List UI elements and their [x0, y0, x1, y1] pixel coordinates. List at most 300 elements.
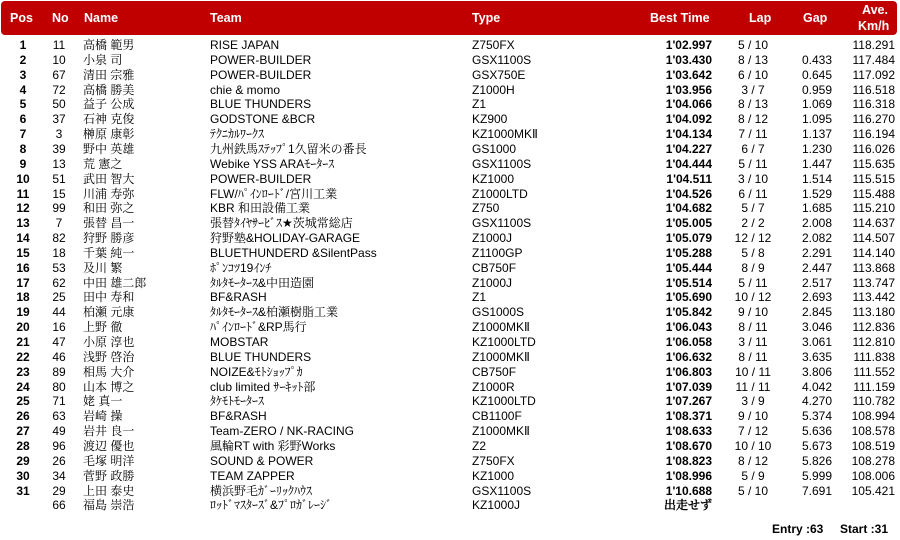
- ave-speed-cell: 111.838: [853, 349, 895, 364]
- gap-cell: 1.447: [801, 156, 832, 171]
- type-cell: Z750FX: [472, 453, 515, 468]
- type-cell: GSX1100S: [472, 216, 532, 231]
- name-cell: 渡辺 優也: [83, 438, 135, 453]
- best-time-cell: 1'05.079: [665, 231, 712, 246]
- pos-cell: 9: [19, 156, 27, 171]
- pos-cell: 4: [19, 82, 27, 97]
- table-row: [0, 38, 900, 53]
- gap-cell: 2.008: [801, 216, 832, 231]
- pos-cell: 15: [16, 245, 30, 260]
- ave-speed-cell: 111.552: [853, 364, 895, 379]
- table-row: [0, 127, 900, 142]
- type-cell: Z1000H: [472, 82, 515, 97]
- best-time-cell: 1'07.039: [665, 379, 712, 394]
- ave-speed-cell: 108.578: [851, 424, 895, 439]
- table-row: [0, 290, 900, 305]
- best-time-cell: 1'08.371: [665, 409, 712, 424]
- gap-cell: 3.806: [801, 364, 832, 379]
- number-cell: 46: [52, 349, 66, 364]
- best-time-cell: 1'06.058: [665, 335, 712, 349]
- ave-speed-cell: 108.519: [851, 438, 895, 453]
- gap-cell: 5.673: [801, 438, 832, 453]
- type-cell: Z1100GP: [472, 245, 523, 260]
- lap-cell: 9 / 10: [737, 409, 769, 424]
- best-time-cell: 1'05.288: [665, 245, 712, 260]
- pos-cell: 30: [16, 468, 30, 483]
- number-cell: 63: [52, 409, 66, 424]
- gap-cell: 1.685: [801, 201, 832, 216]
- gap-cell: 4.042: [801, 379, 832, 394]
- best-time-cell: 1'06.043: [665, 320, 712, 335]
- team-cell: ﾀﾙﾀﾓｰﾀｰｽ&中田造園: [210, 275, 315, 290]
- lap-cell: 8 / 13: [737, 52, 769, 67]
- name-cell: 石神 克俊: [83, 112, 135, 127]
- number-cell: 99: [52, 201, 66, 216]
- best-time-cell: 1'04.511: [666, 171, 712, 186]
- ave-speed-cell: 115.488: [852, 186, 895, 201]
- best-time-cell: 1'04.526: [665, 186, 712, 201]
- table-row: [0, 231, 900, 246]
- ave-speed-cell: 114.507: [852, 231, 895, 246]
- name-cell: 田中 寿和: [83, 290, 135, 305]
- number-cell: 18: [52, 245, 66, 260]
- lap-cell: 8 / 9: [741, 260, 765, 275]
- lap-cell: 12 / 12: [734, 231, 772, 246]
- team-cell: BLUETHUNDERD &SilentPass: [210, 245, 377, 260]
- best-time-cell: 1'05.005: [665, 216, 712, 231]
- pos-cell: 29: [16, 453, 30, 468]
- name-cell: 小原 淳也: [83, 335, 135, 349]
- lap-cell: 8 / 13: [737, 97, 769, 112]
- header-ave-unit: Km/h: [858, 19, 890, 33]
- name-cell: 山本 博之: [83, 379, 135, 394]
- name-cell: 上田 泰史: [83, 483, 135, 498]
- table-row: [0, 68, 900, 83]
- best-time-cell: 1'06.803: [665, 364, 712, 379]
- table-row: [0, 112, 900, 127]
- team-cell: BF&RASH: [210, 290, 267, 305]
- gap-cell: 0.959: [801, 82, 832, 97]
- lap-cell: 8 / 12: [737, 453, 769, 468]
- pos-cell: 16: [16, 260, 30, 275]
- number-cell: 15: [52, 186, 66, 201]
- ave-speed-cell: 116.194: [852, 127, 895, 142]
- gap-cell: 2.693: [801, 290, 832, 305]
- lap-cell: 8 / 12: [737, 112, 769, 127]
- gap-cell: 1.529: [801, 186, 832, 201]
- type-cell: GSX1100S: [472, 52, 532, 67]
- ave-speed-cell: 116.026: [852, 141, 895, 156]
- number-cell: 11: [52, 38, 66, 52]
- ave-speed-cell: 113.442: [852, 290, 895, 305]
- name-cell: 榊原 康彰: [83, 127, 135, 142]
- gap-cell: 5.999: [801, 468, 832, 483]
- name-cell: 毛塚 明洋: [83, 453, 135, 468]
- best-time-cell: 1'03.430: [665, 52, 712, 67]
- gap-cell: 4.270: [801, 394, 832, 409]
- gap-cell: 2.517: [801, 275, 832, 290]
- lap-cell: 5 / 10: [737, 483, 769, 498]
- gap-cell: 1.230: [801, 141, 832, 156]
- pos-cell: 20: [16, 320, 30, 335]
- gap-cell: 1.095: [801, 112, 832, 127]
- lap-cell: 5 / 10: [737, 38, 769, 52]
- name-cell: 千葉 純一: [83, 245, 135, 260]
- number-cell: 71: [52, 394, 66, 409]
- name-cell: 及川 繁: [83, 260, 123, 275]
- ave-speed-cell: 108.278: [851, 453, 895, 468]
- gap-cell: 3.635: [801, 349, 832, 364]
- gap-cell: 2.845: [801, 305, 832, 320]
- type-cell: Z1000LTD: [472, 186, 528, 201]
- pos-cell: 22: [16, 349, 30, 364]
- ave-speed-cell: 113.180: [852, 305, 895, 320]
- team-cell: 横浜野毛ｶﾞｰﾘｯｸﾊｳｽ: [210, 483, 313, 498]
- table-row: [0, 172, 900, 187]
- lap-cell: 8 / 11: [738, 349, 768, 364]
- team-cell: FLW/ﾊﾟｲﾝﾛｰﾄﾞ/宮川工業: [210, 186, 338, 201]
- pos-cell: 27: [16, 424, 30, 439]
- gap-cell: 1.137: [801, 127, 832, 142]
- best-time-cell: 1'04.134: [665, 127, 712, 142]
- team-cell: SOUND & POWER: [210, 453, 314, 468]
- name-cell: 岩井 良一: [83, 424, 135, 439]
- type-cell: Z1000MKⅡ: [472, 349, 530, 364]
- name-cell: 高橋 勝美: [83, 82, 135, 97]
- type-cell: GSX750E: [472, 67, 526, 82]
- best-time-cell: 1'06.632: [665, 349, 712, 364]
- pos-cell: 28: [16, 438, 30, 453]
- type-cell: KZ1000: [472, 468, 515, 483]
- team-cell: ﾀﾙﾀﾓｰﾀｰｽ&柏瀬樹脂工業: [210, 305, 339, 320]
- team-cell: POWER-BUILDER: [210, 67, 312, 82]
- team-cell: ﾎﾟﾝｺﾂ19ｲﾝﾁ: [210, 260, 272, 275]
- best-time-cell: 1'08.996: [665, 468, 712, 483]
- type-cell: Z2: [472, 438, 487, 453]
- type-cell: Z1000J: [472, 231, 513, 246]
- pos-cell: 17: [16, 275, 30, 290]
- table-row: [0, 380, 900, 395]
- lap-cell: 2 / 2: [741, 216, 765, 231]
- team-cell: 張替ﾀｲﾔｻｰﾋﾞｽ★茨城常総店: [210, 216, 353, 231]
- team-cell: ﾃｸﾆｶﾙﾜｰｸｽ: [210, 127, 265, 142]
- table-row: [0, 439, 900, 454]
- number-cell: 47: [52, 335, 66, 349]
- number-cell: 10: [52, 52, 66, 67]
- table-row: [0, 454, 900, 469]
- name-cell: 狩野 勝彦: [83, 231, 135, 246]
- table-row: [0, 484, 900, 499]
- type-cell: GS1000S: [472, 305, 525, 320]
- name-cell: 上野 徹: [83, 320, 123, 335]
- gap-cell: 3.061: [801, 335, 832, 349]
- table-row: [0, 201, 900, 216]
- best-time-cell: 1'05.514: [665, 275, 712, 290]
- best-time-cell: 1'05.842: [665, 305, 712, 320]
- type-cell: KZ900: [472, 112, 508, 127]
- table-row: [0, 350, 900, 365]
- team-cell: ﾛｯﾄﾞﾏｽﾀｰｽﾞ&ﾌﾟﾛｶﾞﾚｰｼﾞ: [210, 498, 333, 513]
- number-cell: 34: [52, 468, 66, 483]
- type-cell: Z750: [472, 201, 500, 216]
- table-row: [0, 142, 900, 157]
- ave-speed-cell: 108.006: [851, 468, 895, 483]
- type-cell: KZ1000MKⅡ: [472, 127, 538, 142]
- table-row: [0, 276, 900, 291]
- header-type: Type: [472, 11, 501, 25]
- ave-speed-cell: 117.484: [852, 52, 895, 67]
- gap-cell: 2.082: [801, 231, 832, 246]
- header-lap: Lap: [749, 11, 772, 25]
- team-cell: POWER-BUILDER: [210, 52, 312, 67]
- pos-cell: 26: [16, 409, 30, 424]
- table-row: [0, 394, 900, 409]
- table-row: [0, 365, 900, 380]
- team-cell: KBR 和田設備工業: [210, 201, 311, 216]
- number-cell: 50: [52, 97, 66, 112]
- pos-cell: 1: [19, 38, 27, 52]
- team-cell: BLUE THUNDERS: [210, 97, 312, 112]
- pos-cell: 21: [16, 335, 30, 349]
- ave-speed-cell: 118.291: [852, 38, 895, 52]
- type-cell: Z1000R: [472, 379, 515, 394]
- lap-cell: 6 / 11: [738, 186, 768, 201]
- number-cell: 67: [52, 67, 66, 82]
- lap-cell: 10 / 12: [734, 290, 772, 305]
- gap-cell: 5.826: [801, 453, 832, 468]
- ave-speed-cell: 110.782: [852, 394, 895, 409]
- header-pos: Pos: [10, 11, 33, 25]
- ave-speed-cell: 117.092: [852, 67, 895, 82]
- team-cell: NOIZE&ﾓﾄｼｮｯﾌﾟｶ: [210, 364, 303, 379]
- gap-cell: 7.691: [801, 483, 832, 498]
- name-cell: 岩崎 操: [83, 409, 123, 424]
- header-gap: Gap: [803, 11, 828, 25]
- ave-speed-cell: 113.868: [852, 260, 895, 275]
- ave-speed-cell: 112.836: [852, 320, 895, 335]
- lap-cell: 5 / 11: [738, 156, 768, 171]
- name-cell: 浅野 啓治: [83, 349, 135, 364]
- gap-cell: 0.645: [801, 67, 832, 82]
- team-cell: TEAM ZAPPER: [210, 468, 295, 483]
- type-cell: CB750F: [472, 364, 517, 379]
- name-cell: 益子 公成: [83, 97, 135, 112]
- gap-cell: 3.046: [801, 320, 832, 335]
- lap-cell: 5 / 9: [741, 468, 765, 483]
- type-cell: Z750FX: [472, 38, 515, 52]
- best-time-cell: 1'08.823: [665, 453, 712, 468]
- number-cell: 82: [52, 231, 66, 246]
- name-cell: 野中 英雄: [83, 141, 135, 156]
- start-count: Start :31: [840, 522, 889, 536]
- number-cell: 80: [52, 379, 66, 394]
- team-cell: 風輪RT with 彩野Works: [210, 438, 336, 453]
- table-row: [0, 498, 900, 513]
- table-row: [0, 305, 900, 320]
- type-cell: Z1: [472, 290, 487, 305]
- lap-cell: 11 / 11: [735, 379, 771, 394]
- best-time-cell: 出走せず: [663, 498, 712, 513]
- table-row: [0, 320, 900, 335]
- team-cell: POWER-BUILDER: [210, 171, 312, 186]
- team-cell: ﾀｹﾓﾄﾓｰﾀｰｽ: [210, 394, 265, 409]
- team-cell: 狩野塾&HOLIDAY-GARAGE: [210, 231, 361, 246]
- gap-cell: 1.514: [801, 171, 832, 186]
- ave-speed-cell: 114.637: [852, 216, 895, 231]
- name-cell: 川浦 寿弥: [83, 186, 135, 201]
- ave-speed-cell: 116.270: [852, 112, 895, 127]
- lap-cell: 7 / 11: [738, 127, 768, 142]
- table-row: [0, 83, 900, 98]
- gap-cell: 2.447: [801, 260, 832, 275]
- number-cell: 7: [55, 216, 63, 231]
- type-cell: CB750F: [472, 260, 517, 275]
- best-time-cell: 1'07.267: [665, 394, 712, 409]
- table-row: [0, 157, 900, 172]
- team-cell: MOBSTAR: [210, 335, 269, 349]
- number-cell: 37: [52, 112, 66, 127]
- lap-cell: 5 / 8: [741, 245, 765, 260]
- name-cell: 中田 雄二郎: [83, 275, 147, 290]
- pos-cell: 31: [16, 483, 30, 498]
- team-cell: ﾊﾟｲﾝﾛｰﾄﾞ&RP馬行: [210, 320, 307, 335]
- best-time-cell: 1'10.688: [665, 483, 712, 498]
- team-cell: 九州鉄馬ｽﾃｯﾌﾟ1久留米の番長: [210, 141, 367, 156]
- type-cell: Z1000MKⅡ: [472, 424, 530, 439]
- gap-cell: 2.291: [801, 245, 832, 260]
- number-cell: 96: [52, 438, 66, 453]
- number-cell: 62: [52, 275, 66, 290]
- number-cell: 25: [52, 290, 66, 305]
- ave-speed-cell: 111.159: [853, 379, 895, 394]
- number-cell: 29: [52, 483, 66, 498]
- name-cell: 高橋 範男: [83, 38, 135, 52]
- name-cell: 相馬 大介: [83, 364, 135, 379]
- pos-cell: 7: [19, 127, 27, 142]
- name-cell: 荒 憲之: [83, 156, 123, 171]
- lap-cell: 8 / 11: [738, 320, 768, 335]
- number-cell: 39: [52, 141, 66, 156]
- number-cell: 66: [52, 498, 66, 513]
- ave-speed-cell: 116.318: [852, 97, 895, 112]
- team-cell: BLUE THUNDERS: [210, 349, 312, 364]
- header-name: Name: [84, 11, 119, 25]
- table-header: [1, 1, 897, 35]
- type-cell: Z1000J: [472, 275, 513, 290]
- pos-cell: 18: [16, 290, 30, 305]
- table-row: [0, 261, 900, 276]
- best-time-cell: 1'04.227: [665, 141, 712, 156]
- number-cell: 51: [52, 171, 66, 186]
- team-cell: Team-ZERO / NK-RACING: [210, 424, 355, 439]
- pos-cell: 11: [16, 186, 30, 201]
- ave-speed-cell: 108.994: [851, 409, 895, 424]
- gap-cell: 5.636: [801, 424, 832, 439]
- team-cell: club limited ｻｰｷｯﾄ部: [210, 379, 316, 394]
- lap-cell: 10 / 11: [735, 364, 771, 379]
- gap-cell: 1.069: [801, 97, 832, 112]
- lap-cell: 3 / 11: [738, 335, 768, 349]
- best-time-cell: 1'03.956: [665, 82, 712, 97]
- name-cell: 柏瀬 元康: [83, 305, 135, 320]
- gap-cell: 0.433: [801, 52, 832, 67]
- pos-cell: 12: [16, 201, 30, 216]
- header-team: Team: [210, 11, 242, 25]
- lap-cell: 5 / 7: [741, 201, 765, 216]
- number-cell: 3: [55, 127, 63, 142]
- type-cell: KZ1000LTD: [472, 335, 536, 349]
- header-ave: Ave.: [862, 3, 888, 17]
- team-cell: Webike YSS ARAﾓｰﾀｰｽ: [210, 156, 335, 171]
- number-cell: 53: [52, 260, 66, 275]
- lap-cell: 3 / 10: [737, 171, 769, 186]
- pos-cell: 23: [16, 364, 30, 379]
- lap-cell: 5 / 11: [738, 275, 768, 290]
- type-cell: KZ1000LTD: [472, 394, 536, 409]
- name-cell: 小泉 司: [83, 52, 123, 67]
- ave-speed-cell: 115.515: [852, 171, 895, 186]
- type-cell: CB1100F: [472, 409, 522, 424]
- table-row: [0, 409, 900, 424]
- lap-cell: 6 / 10: [737, 67, 769, 82]
- table-row: [0, 53, 900, 68]
- pos-cell: 25: [16, 394, 30, 409]
- name-cell: 武田 智大: [83, 171, 135, 186]
- type-cell: Z1000MKⅡ: [472, 320, 530, 335]
- best-time-cell: 1'04.066: [665, 97, 712, 112]
- name-cell: 姥 真一: [83, 394, 123, 409]
- number-cell: 26: [52, 453, 66, 468]
- ave-speed-cell: 113.747: [852, 275, 895, 290]
- number-cell: 44: [52, 305, 66, 320]
- table-row: [0, 187, 900, 202]
- lap-cell: 3 / 7: [741, 82, 765, 97]
- header-no: No: [52, 11, 69, 25]
- pos-cell: 6: [19, 112, 27, 127]
- number-cell: 49: [52, 424, 66, 439]
- best-time-cell: 1'05.690: [665, 290, 712, 305]
- pos-cell: 24: [16, 379, 30, 394]
- ave-speed-cell: 105.421: [851, 483, 895, 498]
- pos-cell: 14: [16, 231, 30, 246]
- ave-speed-cell: 115.210: [852, 201, 895, 216]
- lap-cell: 10 / 10: [734, 438, 772, 453]
- lap-cell: 7 / 12: [737, 424, 769, 439]
- table-row: [0, 246, 900, 261]
- pos-cell: 10: [16, 171, 30, 186]
- best-time-cell: 1'04.092: [665, 112, 712, 127]
- pos-cell: 19: [16, 305, 30, 320]
- ave-speed-cell: 114.140: [852, 245, 895, 260]
- best-time-cell: 1'08.670: [665, 438, 712, 453]
- gap-cell: 5.374: [801, 409, 832, 424]
- table-row: [0, 335, 900, 350]
- name-cell: 張替 昌一: [83, 216, 135, 231]
- type-cell: Z1: [472, 97, 487, 112]
- type-cell: GSX1100S: [472, 156, 532, 171]
- pos-cell: 2: [19, 52, 27, 67]
- team-cell: GODSTONE &BCR: [210, 112, 316, 127]
- pos-cell: 3: [19, 67, 27, 82]
- pos-cell: 5: [19, 97, 27, 112]
- name-cell: 菅野 政勝: [83, 468, 135, 483]
- team-cell: RISE JAPAN: [210, 38, 280, 52]
- lap-cell: 3 / 9: [741, 394, 765, 409]
- number-cell: 72: [52, 82, 66, 97]
- number-cell: 16: [52, 320, 66, 335]
- entry-count: Entry :63: [772, 522, 824, 536]
- best-time-cell: 1'02.997: [665, 38, 712, 52]
